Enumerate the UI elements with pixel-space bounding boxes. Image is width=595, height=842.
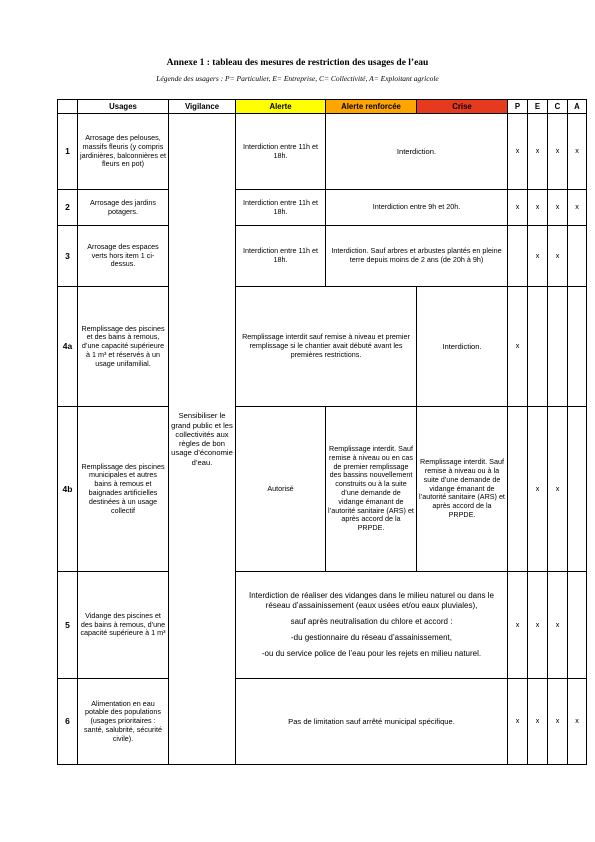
a-cell: x <box>568 114 587 190</box>
c-cell <box>548 287 568 407</box>
a-cell <box>568 287 587 407</box>
row-number: 2 <box>58 190 78 226</box>
row-number: 4a <box>58 287 78 407</box>
header-usages: Usages <box>78 100 169 114</box>
table-row <box>58 572 587 679</box>
row-number: 4b <box>58 407 78 572</box>
e-cell: x <box>528 572 548 679</box>
header-e: E <box>528 100 548 114</box>
renforcee-cell: Remplissage interdit. Sauf remise à niveau ou en cas de premier remplissage des bassins nouvellement construits ou à la suite d’une demande de vidange émanant de l’autorité sanitaire (ARS) et après accord de la PRPDE. <box>326 407 417 572</box>
alerte-renforcee-cell: Remplissage interdit sauf remise à niveau et premier remplissage si le chantier avait débuté avant les premières restrictions. <box>236 287 417 407</box>
page-title: Annexe 1 : tableau des mesures de restriction des usages de l’eau <box>166 58 429 68</box>
restriction-table <box>57 99 587 765</box>
c-cell: x <box>548 114 568 190</box>
a-cell <box>568 407 587 572</box>
renforcee-crise-cell: Interdiction entre 9h et 20h. <box>326 190 508 226</box>
p-cell: x <box>508 287 528 407</box>
p-cell: x <box>508 190 528 226</box>
table-row <box>58 287 587 407</box>
header-c: C <box>548 100 568 114</box>
e-cell: x <box>528 114 548 190</box>
row-number: 1 <box>58 114 78 190</box>
p-cell <box>508 407 528 572</box>
alerte-cell: Interdiction entre 11h et 18h. <box>236 114 326 190</box>
row-number: 3 <box>58 226 78 287</box>
alimentation-cell: Pas de limitation sauf arrêté municipal spécifique. <box>236 679 508 765</box>
c-cell: x <box>548 190 568 226</box>
header-num <box>58 100 78 114</box>
c-cell: x <box>548 407 568 572</box>
e-cell: x <box>528 679 548 765</box>
p-cell: x <box>508 572 528 679</box>
usage-cell: Vidange des piscines et des bains à remous, d’une capacité supérieure à 1 m³ <box>78 572 169 679</box>
vidange-cell <box>236 572 508 679</box>
header-row <box>58 100 587 114</box>
vidange-line-1: Interdiction de réaliser des vidanges dans le milieu naturel ou dans le réseau d’assainissement (eaux usées et/ou eaux pluviales), <box>248 590 495 611</box>
vidange-line-4: -ou du service police de l’eau pour les rejets en milieu naturel. <box>261 648 482 658</box>
usage-cell: Arrosage des pelouses, massifs fleuris (y compris jardinières, balconnières et fleurs en pot) <box>78 114 169 190</box>
header-vigilance: Vigilance <box>169 100 236 114</box>
table-row <box>58 679 587 765</box>
e-cell <box>528 287 548 407</box>
e-cell: x <box>528 190 548 226</box>
table-row <box>58 190 587 226</box>
usage-cell: Alimentation en eau potable des populations (usages prioritaires : santé, salubrité, sécurité civile). <box>78 679 169 765</box>
alerte-cell: Interdiction entre 11h et 18h. <box>236 190 326 226</box>
vidange-line-2: sauf après neutralisation du chlore et accord : <box>290 617 453 627</box>
crise-cell: Remplissage interdit. Sauf remise à niveau ou à la suite d’une demande de vidange émanant de l’autorité sanitaire (ARS) et après accord de la PRPDE. <box>417 407 508 572</box>
c-cell: x <box>548 572 568 679</box>
c-cell: x <box>548 679 568 765</box>
header-p: P <box>508 100 528 114</box>
p-cell: x <box>508 679 528 765</box>
renforcee-crise-cell: Interdiction. Sauf arbres et arbustes plantés en pleine terre depuis moins de 2 ans (de 20h à 9h) <box>326 226 508 287</box>
crise-cell: Interdiction. <box>417 287 508 407</box>
usage-cell: Remplissage des piscines et des bains à remous, d’une capacité supérieure à 1 m³ et réservés à un usage unifamilial. <box>78 287 169 407</box>
header-alerte: Alerte <box>236 100 326 114</box>
usage-cell: Arrosage des jardins potagers. <box>78 190 169 226</box>
c-cell: x <box>548 226 568 287</box>
row-number: 5 <box>58 572 78 679</box>
header-alerte-renforcee: Alerte renforcée <box>326 100 417 114</box>
vidange-line-3: -du gestionnaire du réseau d’assainissement, <box>291 632 452 642</box>
p-cell <box>508 226 528 287</box>
usage-cell: Arrosage des espaces verts hors item 1 ci-dessus. <box>78 226 169 287</box>
table-row <box>58 407 587 572</box>
usage-cell: Remplissage des piscines municipales et autres bains à remous et baignades artificielles destinées à un usage collectif <box>78 407 169 572</box>
row-number: 6 <box>58 679 78 765</box>
e-cell: x <box>528 226 548 287</box>
alerte-cell: Interdiction entre 11h et 18h. <box>236 226 326 287</box>
header-a: A <box>568 100 587 114</box>
alerte-cell: Autorisé <box>236 407 326 572</box>
table-row <box>58 114 587 190</box>
p-cell: x <box>508 114 528 190</box>
a-cell: x <box>568 679 587 765</box>
header-crise: Crise <box>417 100 508 114</box>
a-cell: x <box>568 190 587 226</box>
table-row <box>58 226 587 287</box>
legend-text: Légende des usagers : P= Particulier, E= Entreprise, C= Collectivité, A= Exploitant agricole <box>156 74 439 83</box>
e-cell: x <box>528 407 548 572</box>
renforcee-crise-cell: Interdiction. <box>326 114 508 190</box>
a-cell <box>568 226 587 287</box>
a-cell <box>568 572 587 679</box>
vigilance-cell: Sensibiliser le grand public et les collectivités aux règles de bon usage d’économie d’eau. <box>169 114 236 765</box>
